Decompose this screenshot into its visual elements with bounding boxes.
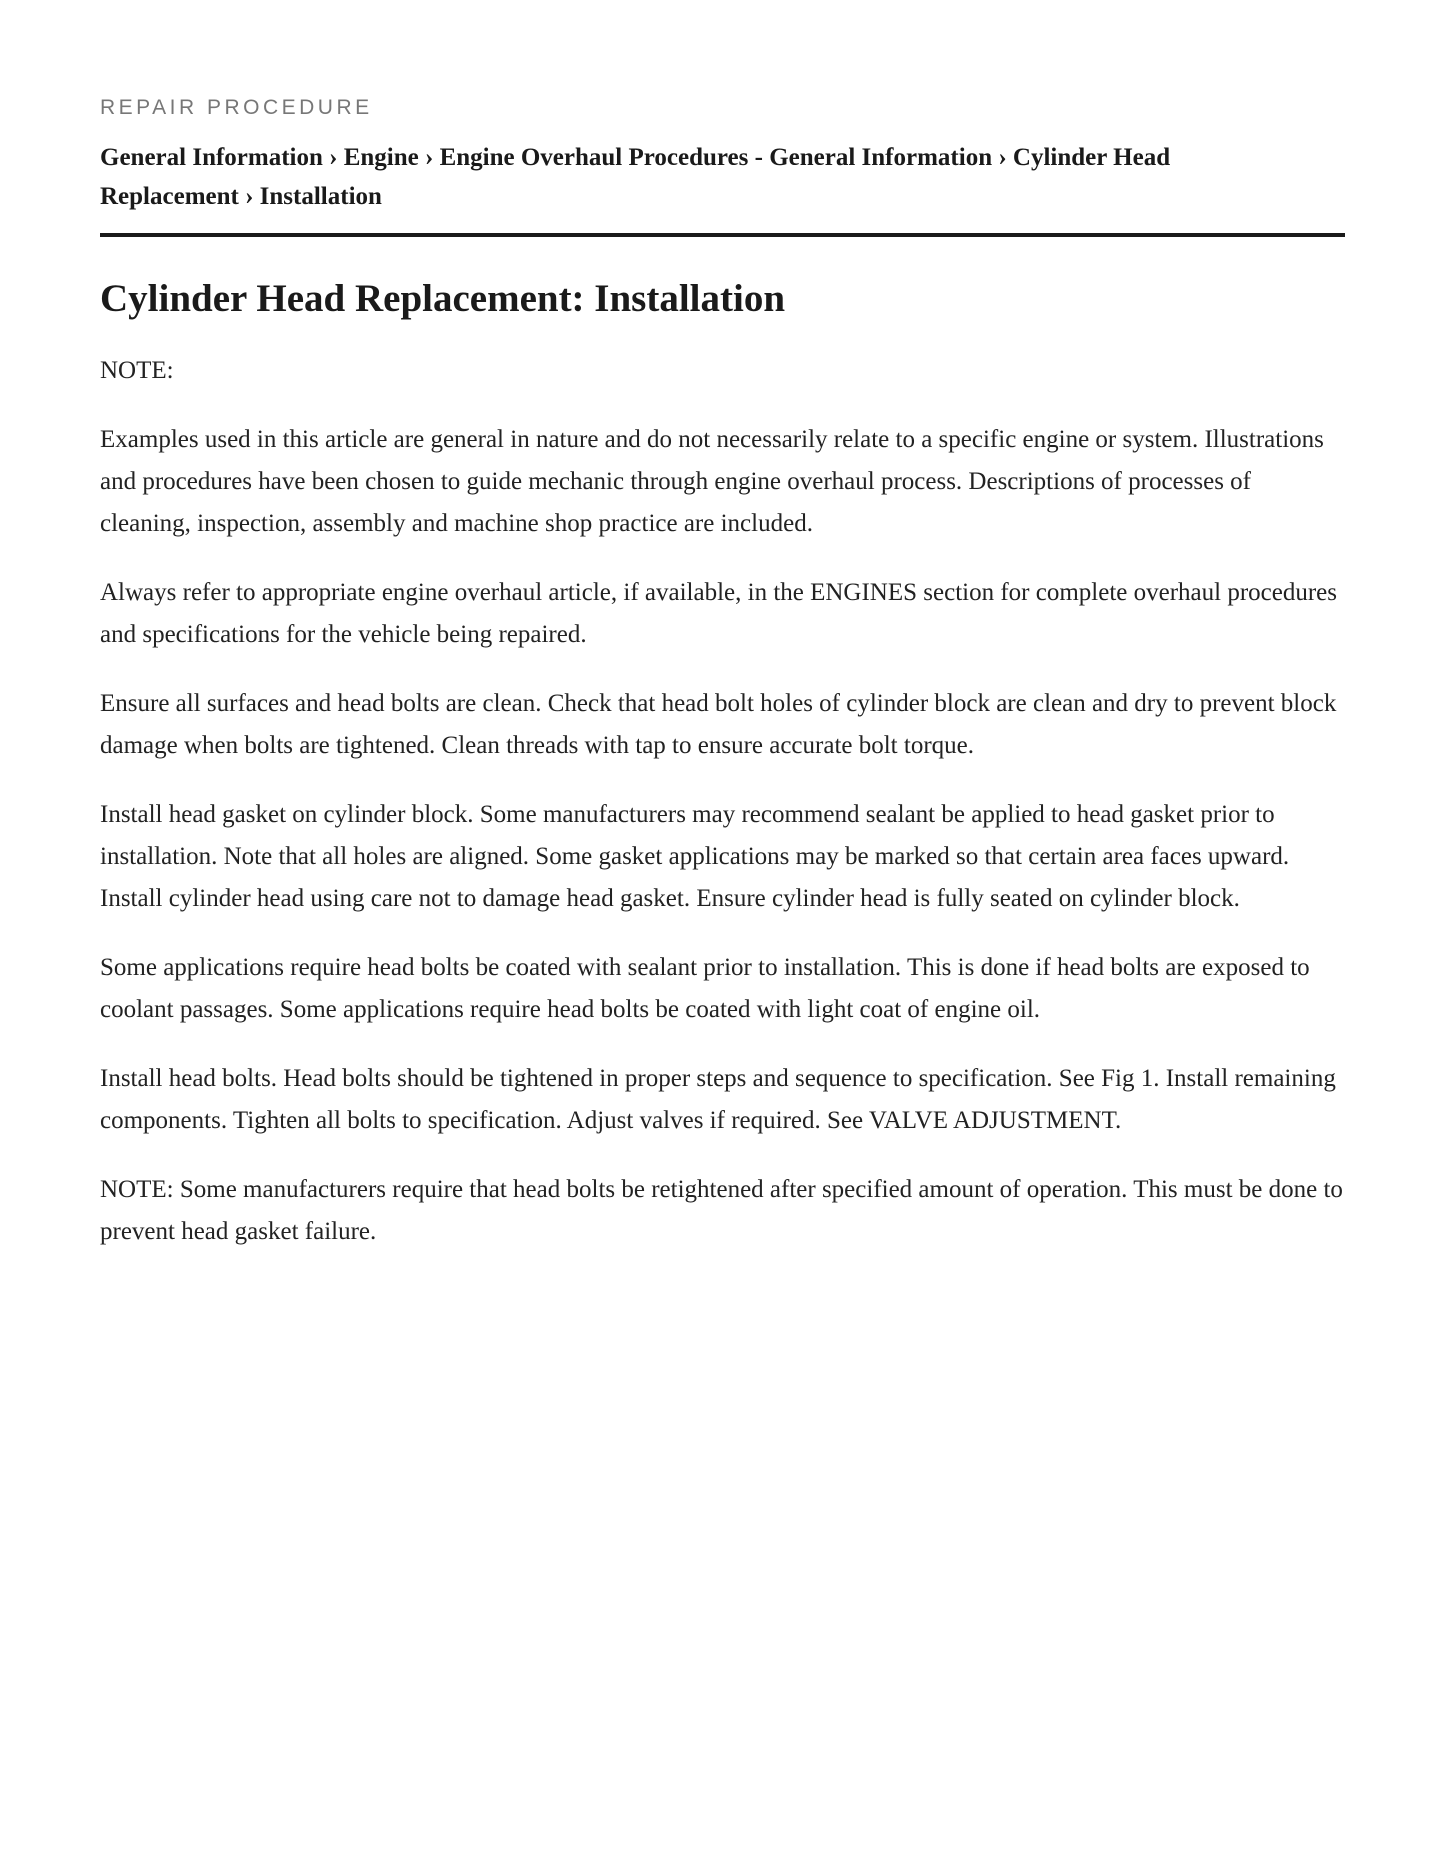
breadcrumb-item-engine-overhaul-procedures[interactable]: Engine Overhaul Procedures - General Information <box>439 144 993 171</box>
note-label: NOTE: <box>100 357 174 384</box>
breadcrumb-separator: › <box>425 144 434 171</box>
body-paragraph: Ensure all surfaces and head bolts are clean. Check that head bolt holes of cylinder block are clean and dry to prevent block damage when bolts are tightened. Clean threads with tap to ensure accurate bolt torque. <box>100 690 1337 759</box>
breadcrumb-item-cylinder-head-replacement[interactable]: Cylinder Head Replacement <box>100 144 1171 210</box>
body-paragraph: Install head gasket on cylinder block. Some manufacturers may recommend sealant be applied to head gasket prior to installation. Note that all holes are aligned. Some gasket applications may be marked so that certain area faces upward. Install cylinder head using care not to damage head gasket. Ensure cylinder head is fully seated on cylinder block. <box>100 801 1290 912</box>
breadcrumb-separator: › <box>245 183 254 210</box>
page-title: Cylinder Head Replacement: Installation <box>100 277 786 320</box>
section-kicker: REPAIR PROCEDURE <box>100 96 373 119</box>
breadcrumb-item-installation: Installation <box>259 183 382 210</box>
breadcrumb <box>100 138 1345 237</box>
breadcrumb-item-engine[interactable]: Engine <box>343 144 419 171</box>
body-paragraph: Examples used in this article are general in nature and do not necessarily relate to a specific engine or system. Illustrations and procedures have been chosen to guide mechanic through engine overhaul process. Descriptions of processes of cleaning, inspection, assembly and machine shop practice are included. <box>100 426 1324 537</box>
breadcrumb-item-general-information[interactable]: General Information <box>100 144 323 171</box>
note-paragraph: NOTE: Some manufacturers require that head bolts be retightened after specified amount of operation. This must be done to prevent head gasket failure. <box>100 1176 1343 1245</box>
breadcrumb-separator: › <box>998 144 1007 171</box>
body-paragraph: Some applications require head bolts be coated with sealant prior to installation. This is done if head bolts are exposed to coolant passages. Some applications require head bolts be coated with light coat of engine oil. <box>100 954 1310 1023</box>
body-paragraph: Install head bolts. Head bolts should be tightened in proper steps and sequence to specification. See Fig 1. Install remaining components. Tighten all bolts to specification. Adjust valves if required. See VALVE ADJUSTMENT. <box>100 1065 1336 1134</box>
body-paragraph: Always refer to appropriate engine overhaul article, if available, in the ENGINES section for complete overhaul procedures and specifications for the vehicle being repaired. <box>100 579 1338 648</box>
breadcrumb-separator: › <box>329 144 338 171</box>
